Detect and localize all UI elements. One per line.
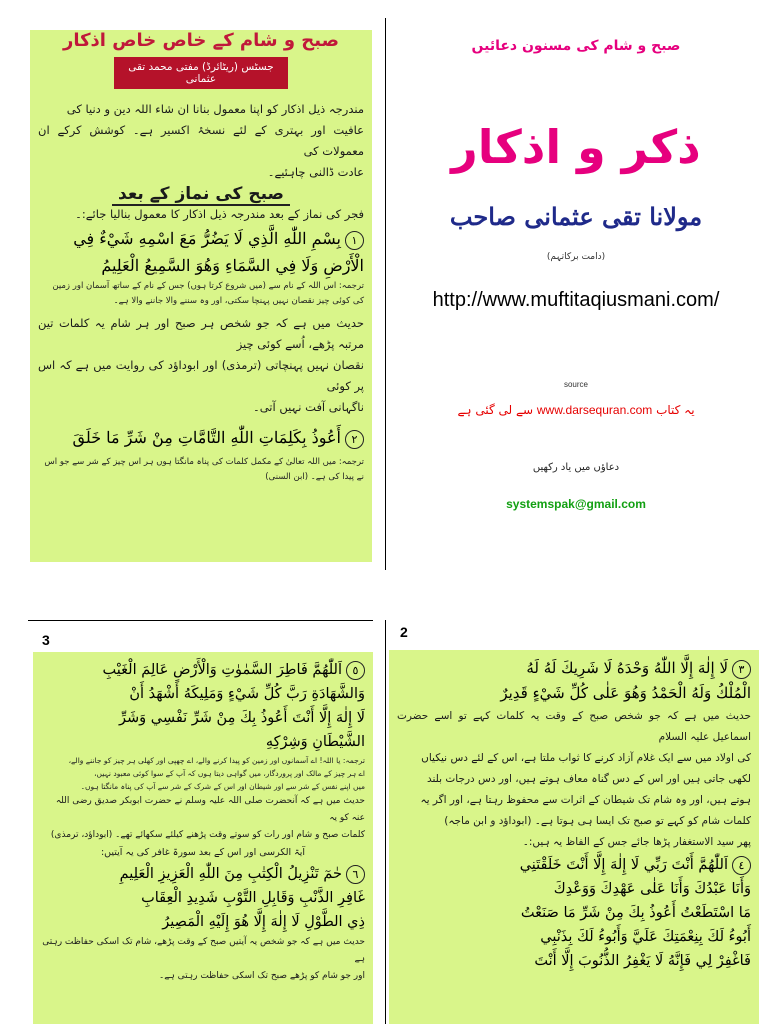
cover-title: ذکر و اذکار [451, 120, 701, 174]
dua-number: ٦ [346, 865, 365, 884]
source-link[interactable]: www.darsequran.com [536, 403, 653, 417]
cover-honorific: (دامت برکاتہم) [546, 252, 606, 262]
dua-6-arabic: غَافِرِ الذَّنْبِ وَقَابِلِ التَّوْبِ شَدِيدِ الْعِقَابِ [141, 890, 365, 906]
dua-6-hadith: اور جو شام کو پڑھے صبح تک اسکی حفاظت رہتی ہے۔ [158, 971, 365, 981]
section-heading-after-fajr: صبح کی نماز کے بعد [30, 183, 372, 204]
section-lead: فجر کی نماز کے بعد مندرجہ ذیل اذکار کا معمول بنالیا جائے:۔ [75, 207, 364, 221]
author-banner: جسٹس (ریٹائرڈ) مفتی محمد تقی عثمانی [114, 57, 288, 89]
dua-3-hadith: کلمات شام کو کہے تو صبح تک ایسا ہی ہوتا ہے۔ (ابوداؤد و ابن ماجہ) [444, 815, 751, 827]
page-divider-bottom [385, 620, 386, 1024]
dua-5-translation: ترجمہ: یا اللہ! اے آسمانوں اور زمین کو پیدا کرنے والے، اے چھپی اور کھلی ہر چیز کو جاننے والے، [68, 756, 365, 765]
source-label: source [563, 380, 588, 389]
dua-4-arabic: أَبُوءُ لَكَ بِنِعْمَتِكَ عَلَيَّ وَأَبُوءُ لَكَ بِذَنْبِي [540, 929, 751, 945]
dua-1-hadith: ناگہانی آفت نہیں آتی۔ [252, 400, 364, 414]
dua-5-arabic: الشَّيْطَانِ وَشِرْكِهِ [265, 734, 365, 750]
dua-2-translation: ترجمہ: میں اللہ تعالیٰ کے مکمل کلمات کی پناہ مانگتا ہوں ہر اس چیز کے شر سے جو اس نے پیدا کی ہے۔ (ابن السنی) [44, 457, 364, 482]
dua-3-arabic: ٣لَا إِلٰهَ إِلَّا اللّٰهُ وَحْدَهُ لَا شَرِيكَ لَهُ لَهُ [389, 656, 759, 681]
dua-4-arabic: مَا اسْتَطَعْتُ أَعُوذُ بِكَ مِنْ شَرِّ مَا صَنَعْتُ [520, 905, 751, 921]
dua-2-arabic: ٢أَعُوذُ بِكَلِمَاتِ اللّٰهِ التَّامَّاتِ مِنْ شَرِّ مَا خَلَقَ [30, 424, 372, 451]
dua-6-arabic: ٦حٰمٓ تَنْزِيلُ الْكِتٰبِ مِنَ اللّٰهِ الْعَزِيزِ الْعَلِيمِ [33, 862, 373, 886]
dua-5-hadith: حدیث میں ہے کہ آنحضرت صلی اللہ علیہ وسلم نے حضرت ابوبکر صدیق رضی اللہ عنہ کو یہ [55, 796, 365, 823]
dua-3-hadith: کی اولاد میں سے ایک غلام آزاد کرنے کا ثواب ملتا ہے، اس کے لئے دس نیکیاں [421, 752, 751, 764]
website-link[interactable]: http://www.muftitaqiusmani.com/ [432, 289, 720, 311]
page-1-panel [30, 30, 372, 562]
dua-number: ٢ [345, 430, 364, 449]
dua-5-arabic: ٥اَللّٰهُمَّ فَاطِرَ السَّمٰوٰتِ وَالْأَرْضِ عَالِمَ الْغَيْبِ [33, 658, 373, 682]
dua-number: ٣ [732, 660, 751, 679]
dua-3-arabic: الْمُلْكُ وَلَهُ الْحَمْدُ وَهُوَ عَلٰى كُلِّ شَيْءٍ قَدِيرٌ [500, 684, 751, 702]
panel-1-title: صبح و شام کے خاص خاص اذکار [62, 30, 340, 51]
page-3-panel [33, 652, 373, 1024]
cover-author: مولانا تقی عثمانی صاحب [449, 202, 703, 231]
dua-1-translation: ترجمہ: اس اللہ کے نام سے (میں شروع کرتا ہوں) جس کے نام کے ساتھ آسمان اور زمین [52, 281, 364, 291]
dua-4-arabic: فَاغْفِرْ لِي فَإِنَّهُ لَا يَغْفِرُ الذُّنُوبَ إِلَّا أَنْتَ [534, 953, 751, 969]
dua-1-translation: کی کوئی چیز نقصان نہیں پہنچا سکتی، اور وہ سننے والا جاننے والا ہے۔ [113, 296, 364, 306]
dua-4-arabic: ٤اَللّٰهُمَّ أَنْتَ رَبِّي لَا إِلٰهَ إِلَّا أَنْتَ خَلَقْتَنِي [389, 853, 759, 877]
cover-subtitle: صبح و شام کی مسنون دعائیں [471, 38, 681, 54]
dua-number: ١ [345, 231, 364, 250]
page-number-3: 3 [42, 632, 50, 648]
intro-line: مندرجہ ذیل اذکار کو اپنا معمول بنانا ان شاء اللہ دین و دنیا کی [66, 102, 364, 116]
dua-3-hadith: حدیث میں ہے کہ جو شخص صبح کے وقت یہ کلمات کہے تو اسے حضرت اسماعیل علیہ السلام [397, 710, 751, 743]
dua-3-hadith: لکھی جاتی ہیں اور اس کے دس گناہ معاف ہوتے ہیں، اور دس درجات بلند [426, 773, 751, 785]
source-suffix: سے لی گئی ہے [457, 403, 534, 417]
dua-1-arabic: الْأَرْضِ وَلَا فِي السَّمَاءِ وَهُوَ السَّمِيعُ الْعَلِيمُ [101, 256, 364, 275]
dua-number: ٥ [346, 661, 365, 680]
dua-5-note: آیۃ الکرسی اور اس کے بعد سورۃ غافر کی یہ آیتیں: [100, 847, 306, 858]
contact-email[interactable]: systemspak@gmail.com [506, 497, 646, 511]
cover-column [398, 0, 754, 560]
source-prefix: یہ کتاب [656, 403, 695, 417]
page-number-2: 2 [400, 624, 408, 640]
dua-5-arabic: وَالشَّهَادَةِ رَبَّ كُلِّ شَيْءٍ وَمَلِيكَهُ أَشْهَدُ أَنْ [129, 686, 365, 702]
page-divider-top [385, 18, 386, 570]
dua-1-hadith: حدیث میں ہے کہ جو شخص ہر صبح اور ہر شام یہ کلمات تین مرتبہ پڑھے، اُسے کوئی چیز [38, 316, 364, 351]
dua-1-hadith: نقصان نہیں پہنچاتی (ترمذی) اور ابوداؤد کی روایت میں ہے کہ اس پر کوئی [38, 358, 364, 393]
sayyid-al-istighfar-lead: پھر سید الاستغفار پڑھا جائے جس کے الفاظ یہ ہیں:۔ [522, 836, 751, 848]
source-line [398, 403, 754, 417]
dua-5-translation: میں اپنے نفس کے شر سے اور شیطان اور اس کے شرک کے شر سے آپ کی پناہ مانگتا ہوں۔ [80, 782, 365, 791]
prayer-request: دعاؤں میں یاد رکھیں [532, 462, 620, 473]
dua-1-arabic: ١بِسْمِ اللّٰهِ الَّذِي لَا يَضُرُّ مَعَ اسْمِهِ شَيْءٌ فِي [30, 225, 372, 252]
dua-number: ٤ [732, 856, 751, 875]
dua-5-arabic: لَا إِلٰهَ إِلَّا أَنْتَ أَعُوذُ بِكَ مِنْ شَرِّ نَفْسِي وَشَرِّ [119, 710, 365, 726]
page-rule-bottom-left [28, 620, 373, 621]
intro-line: عادت ڈالنی چاہئیے۔ [267, 165, 364, 179]
dua-6-hadith: حدیث میں ہے کہ جو شخص یہ آیتیں صبح کے وقت پڑھے، شام تک اسکی حفاظت رہتی ہے [42, 937, 365, 964]
dua-5-hadith: کلمات صبح و شام اور رات کو سوتے وقت پڑھنے کیلئے سکھائے تھے۔ (ابوداؤد، ترمذی) [50, 830, 365, 840]
dua-5-translation: اے ہر چیز کے مالک اور پروردگار، میں گواہی دیتا ہوں کہ آپ کے سوا کوئی معبود نہیں، [94, 769, 365, 778]
page-2-panel [389, 650, 759, 1024]
dua-4-arabic: وَأَنَا عَبْدُكَ وَأَنَا عَلٰى عَهْدِكَ وَوَعْدِكَ [553, 881, 751, 897]
dua-6-arabic: ذِي الطَّوْلِ لَا إِلٰهَ إِلَّا هُوَ إِلَيْهِ الْمَصِيرُ [162, 914, 365, 930]
dua-3-hadith: ہوتے ہیں، اور وہ شام تک شیطان کے اثرات سے محفوظ رہتا ہے، اور اگر یہ [420, 794, 751, 806]
intro-line: عافیت اور بہتری کے لئے نسخۂ اکسیر ہے۔ کوشش کرکے ان معمولات کی [38, 123, 364, 158]
